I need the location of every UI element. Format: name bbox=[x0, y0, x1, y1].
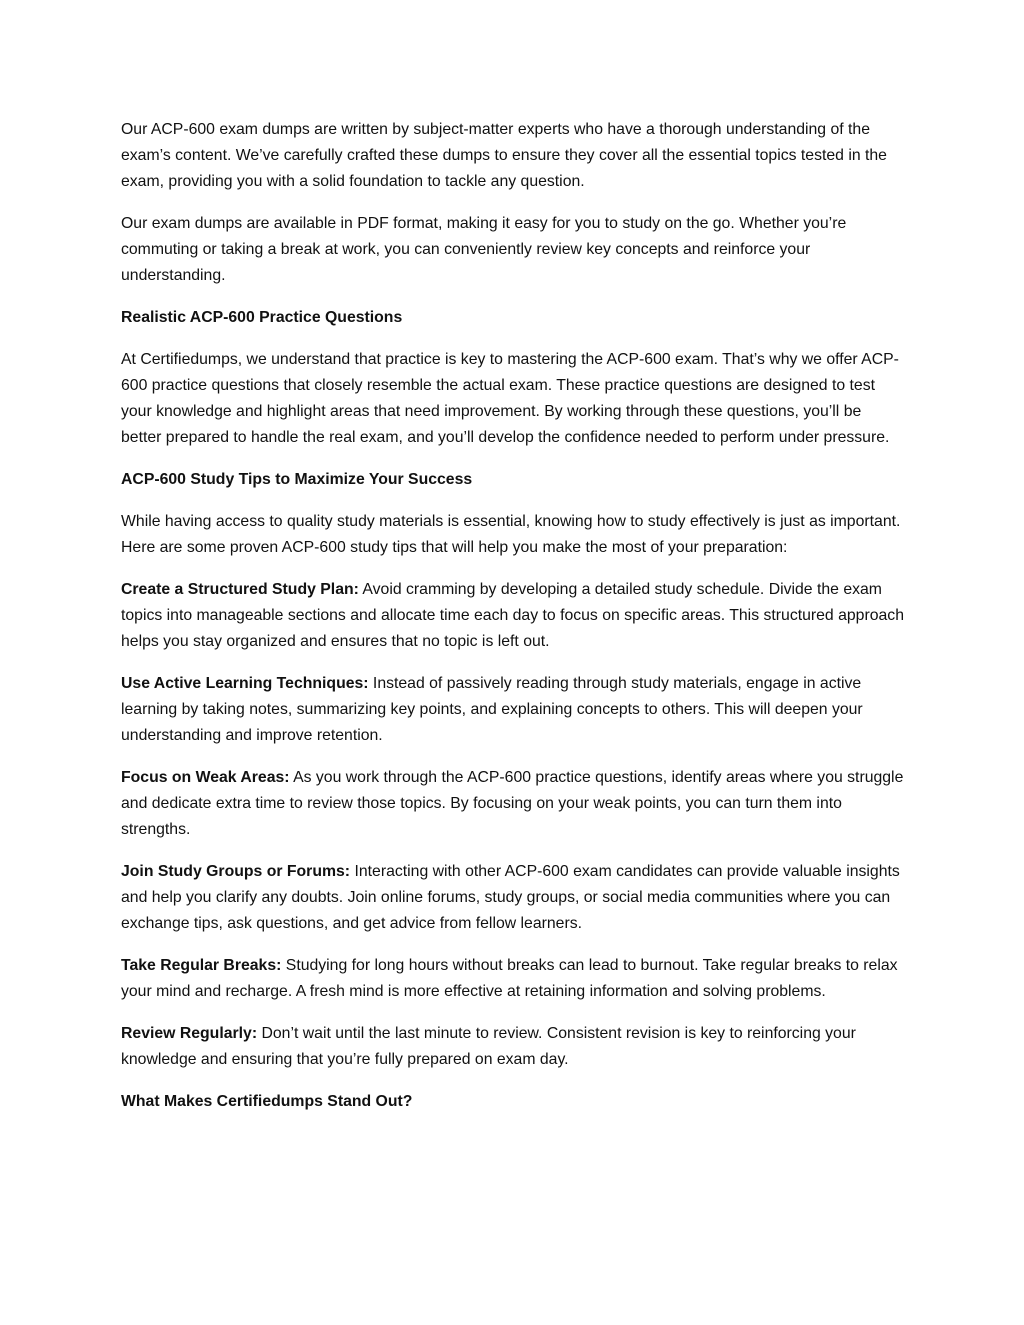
tip-text: Don’t wait until the last minute to review. Consistent revision is key to reinforcing your knowledge and ensuring that you’re fully prepared on exam day. bbox=[121, 1025, 856, 1068]
tip-regular-breaks bbox=[121, 953, 906, 1005]
tip-title: Review Regularly: bbox=[121, 1025, 258, 1042]
tip-study-groups bbox=[121, 859, 906, 937]
study-tips-intro: While having access to quality study materials is essential, knowing how to study effectively is just as important. Here are some proven ACP-600 study tips that will help you make the most of your preparation: bbox=[121, 513, 901, 556]
tip-title: Use Active Learning Techniques: bbox=[121, 675, 369, 692]
intro-paragraph-2: Our exam dumps are available in PDF format, making it easy for you to study on the go. Whether you’re commuting or taking a break at work, you can conveniently review key concepts and reinforce your understanding. bbox=[121, 215, 847, 284]
study-tips-heading: ACP-600 Study Tips to Maximize Your Success bbox=[121, 471, 473, 488]
practice-questions-paragraph: At Certifiedumps, we understand that practice is key to mastering the ACP-600 exam. That’s why we offer ACP-600 practice questions that closely resemble the actual exam. These practice questions are designed to test your knowledge and highlight areas that need improvement. By working through these questions, you’ll be better prepared to handle the real exam, and you’ll develop the confidence needed to perform under pressure. bbox=[121, 351, 899, 446]
tip-structured-study-plan bbox=[121, 577, 906, 655]
tip-active-learning bbox=[121, 671, 906, 749]
tip-text: As you work through the ACP-600 practice questions, identify areas where you struggle and dedicate extra time to review those topics. By focusing on your weak points, you can turn them into strengths. bbox=[121, 769, 904, 838]
tip-text: Interacting with other ACP-600 exam candidates can provide valuable insights and help you clarify any doubts. Join online forums, study groups, or social media communities where you can exchange tips, ask questions, and get advice from fellow learners. bbox=[121, 863, 900, 932]
standout-heading: What Makes Certifiedumps Stand Out? bbox=[121, 1093, 413, 1110]
tip-text: Avoid cramming by developing a detailed study schedule. Divide the exam topics into manageable sections and allocate time each day to focus on specific areas. This structured approach helps you stay organized and ensures that no topic is left out. bbox=[121, 581, 904, 650]
tip-text: Instead of passively reading through study materials, engage in active learning by taking notes, summarizing key points, and explaining concepts to others. This will deepen your understanding and improve retention. bbox=[121, 675, 863, 744]
tip-title: Focus on Weak Areas: bbox=[121, 769, 290, 786]
tip-title: Join Study Groups or Forums: bbox=[121, 863, 351, 880]
intro-paragraph-1: Our ACP-600 exam dumps are written by subject-matter experts who have a thorough understanding of the exam’s content. We’ve carefully crafted these dumps to ensure they cover all the essential topics tested in the exam, providing you with a solid foundation to tackle any question. bbox=[121, 121, 887, 190]
tip-title: Create a Structured Study Plan: bbox=[121, 581, 359, 598]
tip-weak-areas bbox=[121, 765, 906, 843]
tip-text: Studying for long hours without breaks can lead to burnout. Take regular breaks to relax your mind and recharge. A fresh mind is more effective at retaining information and solving problems. bbox=[121, 957, 898, 1000]
tip-review-regularly bbox=[121, 1021, 906, 1073]
practice-questions-heading: Realistic ACP-600 Practice Questions bbox=[121, 309, 403, 326]
tip-title: Take Regular Breaks: bbox=[121, 957, 282, 974]
